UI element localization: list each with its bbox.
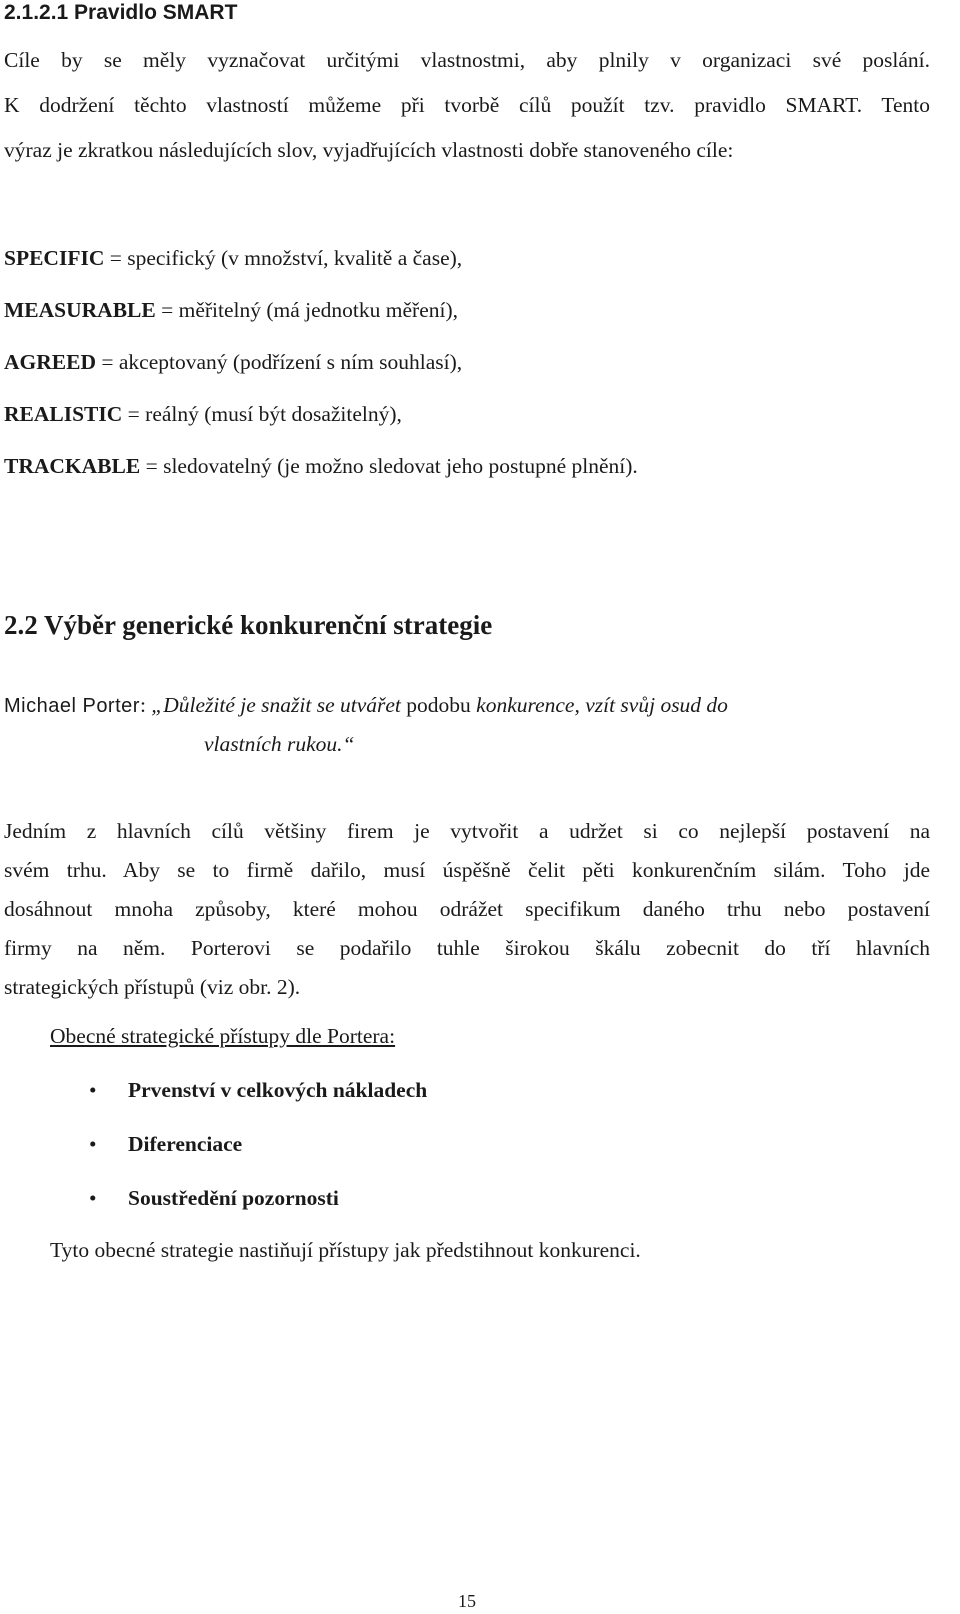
page-number: 15 bbox=[458, 1591, 476, 1611]
definition-meaning: = reálný (musí být dosažitelný), bbox=[122, 402, 402, 426]
paragraph-line: Jedním z hlavních cílů většiny firem je vytvořit a udržet si co nejlepší postavení na bbox=[4, 819, 930, 843]
quote-author: Michael Porter bbox=[4, 695, 140, 717]
bullet-icon: • bbox=[89, 1186, 97, 1210]
intro-paragraph bbox=[4, 38, 930, 173]
smart-definition-trackable bbox=[4, 452, 638, 480]
list-item-text: Prvenství v celkových nákladech bbox=[128, 1078, 428, 1102]
closing-sentence: Tyto obecné strategie nastiňují přístupy jak předstihnout konkurenci. bbox=[50, 1238, 641, 1262]
definition-meaning: = sledovatelný (je možno sledovat jeho postupné plnění). bbox=[140, 454, 638, 478]
definition-meaning: = akceptovaný (podřízení s ním souhlasí), bbox=[95, 350, 463, 374]
intro-line: Cíle by se měly vyznačovat určitými vlastnostmi, aby plnily v organizaci své poslání. bbox=[4, 48, 930, 72]
list-title: Obecné strategické přístupy dle Portera: bbox=[50, 1024, 396, 1048]
smart-definition-specific bbox=[4, 244, 462, 272]
quote-text-part: vlastních rukou.“ bbox=[204, 732, 355, 756]
paragraph-line: svém trhu. Aby se to firmě dařilo, musí úspěšně čelit pěti konkurenčním silám. Toho jde bbox=[4, 858, 930, 882]
definition-meaning: = specifický (v množství, kvalitě a čase), bbox=[104, 246, 463, 270]
quote-text-plain: podobu bbox=[406, 693, 471, 717]
paragraph-line: firmy na něm. Porterovi se podařilo tuhle širokou škálu zobecnit do tří hlavních bbox=[4, 936, 930, 960]
list-item-text: Diferenciace bbox=[128, 1132, 243, 1156]
section-heading: 2.1.2.1 Pravidlo SMART bbox=[4, 1, 238, 24]
chapter-heading: 2.2 Výběr generické konkurenční strategie bbox=[4, 610, 493, 640]
quote-colon: : bbox=[139, 693, 152, 717]
definition-meaning: = měřitelný (má jednotku měření), bbox=[155, 298, 458, 322]
bullet-icon: • bbox=[89, 1078, 97, 1102]
body-paragraph bbox=[4, 812, 930, 1007]
quote-text-part: „Důležité je snažit se utvářet bbox=[151, 693, 407, 717]
definition-term: AGREED bbox=[4, 350, 96, 374]
bullet-icon: • bbox=[89, 1132, 97, 1156]
smart-definition-measurable bbox=[4, 296, 458, 324]
intro-line: výraz je zkratkou následujících slov, vyjadřujících vlastnosti dobře stanoveného cíle: bbox=[4, 138, 734, 162]
definition-term: TRACKABLE bbox=[4, 454, 141, 478]
intro-line: K dodržení těchto vlastností můžeme při tvorbě cílů použít tzv. pravidlo SMART. Tento bbox=[4, 93, 930, 117]
list-item-text: Soustředění pozornosti bbox=[128, 1186, 339, 1210]
paragraph-line: strategických přístupů (viz obr. 2). bbox=[4, 975, 301, 999]
quote-text-part: konkurence, vzít svůj osud do bbox=[470, 693, 728, 717]
smart-definition-agreed bbox=[4, 348, 462, 376]
porter-quote bbox=[4, 686, 930, 763]
definition-term: REALISTIC bbox=[4, 402, 123, 426]
definition-term: SPECIFIC bbox=[4, 246, 105, 270]
smart-definition-realistic bbox=[4, 400, 402, 428]
paragraph-line: dosáhnout mnoha způsoby, které mohou odrážet specifikum daného trhu nebo postavení bbox=[4, 897, 930, 921]
definition-term: MEASURABLE bbox=[4, 298, 156, 322]
